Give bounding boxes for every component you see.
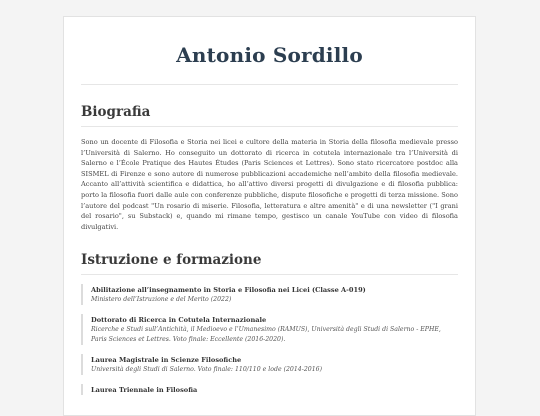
education-heading: Istruzione e formazione — [81, 252, 262, 269]
education-degree: Laurea Triennale in Filosofia — [91, 386, 198, 395]
education-divider — [81, 274, 458, 275]
education-degree: Abilitazione all’insegnamento in Storia e Filosofia nei Licei (Classe A-019) — [91, 286, 366, 295]
page-title: Antonio Sordillo — [176, 43, 363, 67]
cv-card — [63, 16, 476, 416]
education-list — [81, 284, 458, 395]
education-detail: Ricerche e Studi sull’Antichità, il Medioevo e l’Umanesimo (RAMUS), Università degli Studi di Salerno - EPHE, Paris Sciences et Lettres. Voto finale: Eccellente (2016-2020). — [91, 326, 441, 344]
education-degree: Laurea Magistrale in Scienze Filosofiche — [91, 356, 242, 365]
education-detail: Università degli Studi di Salerno. Voto finale: 110/110 e lode (2014-2016) — [91, 366, 322, 374]
education-item — [81, 354, 458, 375]
education-detail: Ministero dell’Istruzione e del Merito (2022) — [91, 296, 232, 304]
education-degree: Dottorato di Ricerca in Cotutela Internazionale — [91, 316, 267, 325]
biography-heading: Biografia — [81, 104, 151, 120]
title-divider — [81, 84, 458, 85]
biography-text: Sono un docente di Filosofia e Storia nei licei e cultore della materia in Storia della filosofia medievale presso l’Università di Salerno. Ho conseguito un dottorato di ricerca in cotutela internazionale tra l’Università di Salerno e l’École Pratique des Hautes Études (Paris Sciences et Lettres). Sono stato ricercatore postdoc alla SISMEL di Firenze e sono autore di numerose pubblicazioni accademiche nell’ambito della filosofia medievale. Accanto all’attività scientifica e didattica, ho all’attivo diversi progetti di divulgazione e di filosofia pubblica: porto la filosofia fuori dalle aule con conferenze pubbliche, dispute filosofiche e progetti di terza missione. Sono l’autore del podcast "Un rosario di miserie. Filosofia, letteratura e altre amenità" e di una newsletter ("I grani del rosario", su Substack) e, quando mi rimane tempo, gestisco un canale YouTube con video di filosofia divulgativi. — [81, 138, 458, 231]
biography-divider — [81, 126, 458, 127]
education-item — [81, 284, 458, 305]
education-item — [81, 314, 458, 345]
education-item — [81, 384, 458, 395]
